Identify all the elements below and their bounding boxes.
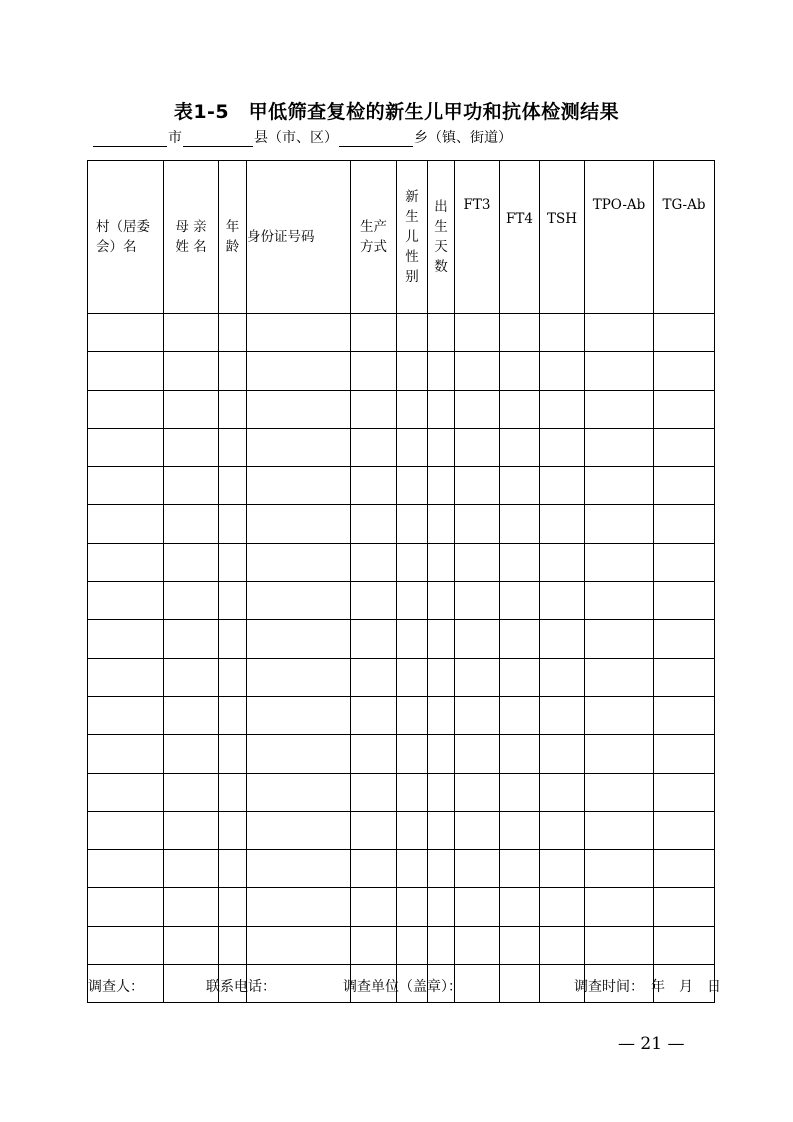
table-cell[interactable] bbox=[455, 620, 500, 658]
header-age: 年龄 bbox=[219, 161, 247, 314]
table-cell[interactable] bbox=[219, 390, 247, 428]
table-cell[interactable] bbox=[351, 390, 397, 428]
table-cell[interactable] bbox=[585, 696, 654, 734]
table-row bbox=[88, 926, 715, 964]
table-cell[interactable] bbox=[585, 773, 654, 811]
table-cell[interactable] bbox=[428, 773, 455, 811]
table-cell[interactable] bbox=[247, 582, 351, 620]
table-cell[interactable] bbox=[397, 620, 428, 658]
table-cell[interactable] bbox=[219, 735, 247, 773]
table-cell[interactable] bbox=[455, 773, 500, 811]
table-cell[interactable] bbox=[428, 850, 455, 888]
table-cell[interactable] bbox=[428, 352, 455, 390]
table-row bbox=[88, 735, 715, 773]
table-cell[interactable] bbox=[88, 314, 164, 352]
county-label: 县（市、区） bbox=[254, 130, 338, 146]
table-cell[interactable] bbox=[428, 811, 455, 849]
table-cell[interactable] bbox=[219, 582, 247, 620]
table-cell[interactable] bbox=[397, 390, 428, 428]
table-cell[interactable] bbox=[500, 658, 540, 696]
table-cell[interactable] bbox=[654, 850, 715, 888]
table-cell[interactable] bbox=[500, 505, 540, 543]
table-cell[interactable] bbox=[585, 620, 654, 658]
table-cell[interactable] bbox=[654, 620, 715, 658]
table-cell[interactable] bbox=[351, 850, 397, 888]
table-cell[interactable] bbox=[219, 314, 247, 352]
table-cell[interactable] bbox=[455, 850, 500, 888]
table-row bbox=[88, 888, 715, 926]
table-cell[interactable] bbox=[164, 926, 219, 964]
survey-time-label: 调查时间： 年 月 日 bbox=[574, 979, 721, 995]
table-cell[interactable] bbox=[540, 582, 585, 620]
table-cell[interactable] bbox=[247, 314, 351, 352]
survey-unit-label: 调查单位（盖章）： bbox=[343, 979, 462, 995]
table-row bbox=[88, 582, 715, 620]
table-header-row bbox=[88, 161, 715, 314]
table-cell[interactable] bbox=[247, 543, 351, 581]
table-cell[interactable] bbox=[219, 620, 247, 658]
table-cell[interactable] bbox=[654, 696, 715, 734]
table-cell[interactable] bbox=[219, 543, 247, 581]
table-row bbox=[88, 390, 715, 428]
table-cell[interactable] bbox=[455, 926, 500, 964]
table-cell[interactable] bbox=[219, 505, 247, 543]
table-cell[interactable] bbox=[500, 582, 540, 620]
table-row bbox=[88, 352, 715, 390]
table-cell[interactable] bbox=[164, 390, 219, 428]
table-cell[interactable] bbox=[455, 314, 500, 352]
header-tsh: TSH bbox=[540, 161, 585, 314]
table-cell[interactable] bbox=[397, 582, 428, 620]
table-cell[interactable] bbox=[88, 428, 164, 466]
table-cell[interactable] bbox=[164, 888, 219, 926]
table-cell[interactable] bbox=[654, 773, 715, 811]
table-row bbox=[88, 620, 715, 658]
table-cell[interactable] bbox=[88, 735, 164, 773]
table-cell[interactable] bbox=[585, 926, 654, 964]
table-cell[interactable] bbox=[219, 658, 247, 696]
table-cell[interactable] bbox=[88, 543, 164, 581]
table-cell[interactable] bbox=[428, 888, 455, 926]
table-cell[interactable] bbox=[219, 467, 247, 505]
table-cell[interactable] bbox=[500, 467, 540, 505]
table-cell[interactable] bbox=[397, 467, 428, 505]
table-cell[interactable] bbox=[247, 505, 351, 543]
table-cell[interactable] bbox=[500, 735, 540, 773]
table-cell[interactable] bbox=[219, 428, 247, 466]
table-cell[interactable] bbox=[540, 658, 585, 696]
table-cell[interactable] bbox=[654, 811, 715, 849]
page-number: — 21 — bbox=[618, 1034, 685, 1054]
investigator-label: 调查人： bbox=[88, 979, 144, 995]
table-cell[interactable] bbox=[540, 696, 585, 734]
table-cell[interactable] bbox=[428, 735, 455, 773]
table-cell[interactable] bbox=[164, 811, 219, 849]
table-cell[interactable] bbox=[219, 696, 247, 734]
table-cell[interactable] bbox=[455, 888, 500, 926]
table-cell[interactable] bbox=[397, 658, 428, 696]
table-cell[interactable] bbox=[164, 352, 219, 390]
table-cell[interactable] bbox=[351, 620, 397, 658]
table-cell[interactable] bbox=[654, 543, 715, 581]
table-cell[interactable] bbox=[351, 428, 397, 466]
table-cell[interactable] bbox=[654, 390, 715, 428]
table-cell[interactable] bbox=[219, 850, 247, 888]
table-cell[interactable] bbox=[164, 735, 219, 773]
table-cell[interactable] bbox=[247, 390, 351, 428]
table-cell[interactable] bbox=[540, 773, 585, 811]
table-cell[interactable] bbox=[500, 428, 540, 466]
table-cell[interactable] bbox=[654, 314, 715, 352]
table-cell[interactable] bbox=[654, 735, 715, 773]
table-cell[interactable] bbox=[455, 582, 500, 620]
table-cell[interactable] bbox=[88, 658, 164, 696]
table-cell[interactable] bbox=[654, 428, 715, 466]
city-label: 市 bbox=[168, 130, 182, 146]
table-cell[interactable] bbox=[654, 658, 715, 696]
table-row bbox=[88, 850, 715, 888]
table-cell[interactable] bbox=[351, 926, 397, 964]
table-cell[interactable] bbox=[500, 888, 540, 926]
table-cell[interactable] bbox=[351, 352, 397, 390]
table-cell[interactable] bbox=[455, 467, 500, 505]
table-cell[interactable] bbox=[247, 352, 351, 390]
table-cell[interactable] bbox=[540, 390, 585, 428]
phone-label: 联系电话： bbox=[206, 979, 276, 995]
table-cell[interactable] bbox=[351, 582, 397, 620]
table-cell[interactable] bbox=[500, 850, 540, 888]
table-row bbox=[88, 428, 715, 466]
table-cell[interactable] bbox=[585, 390, 654, 428]
header-days-since-birth: 出生天数 bbox=[428, 161, 455, 314]
table-cell[interactable] bbox=[219, 926, 247, 964]
table-cell[interactable] bbox=[88, 926, 164, 964]
header-id-number: 身份证号码 bbox=[247, 161, 351, 314]
township-blank[interactable] bbox=[339, 132, 413, 147]
table-cell[interactable] bbox=[247, 773, 351, 811]
header-tg-ab: TG-Ab bbox=[654, 161, 715, 314]
table-cell[interactable] bbox=[351, 505, 397, 543]
table-cell[interactable] bbox=[540, 811, 585, 849]
table-cell[interactable] bbox=[164, 773, 219, 811]
page-title: 表1-5 甲低筛查复检的新生儿甲功和抗体检测结果 bbox=[173, 101, 620, 123]
table-cell[interactable] bbox=[428, 696, 455, 734]
table-row bbox=[88, 467, 715, 505]
table-cell[interactable] bbox=[428, 620, 455, 658]
table-cell[interactable] bbox=[428, 314, 455, 352]
table-cell[interactable] bbox=[397, 850, 428, 888]
table-cell[interactable] bbox=[397, 735, 428, 773]
table-cell[interactable] bbox=[585, 658, 654, 696]
table-cell[interactable] bbox=[500, 926, 540, 964]
table-cell[interactable] bbox=[397, 888, 428, 926]
table-cell[interactable] bbox=[247, 467, 351, 505]
table-cell[interactable] bbox=[428, 390, 455, 428]
table-cell[interactable] bbox=[351, 314, 397, 352]
table-cell[interactable] bbox=[164, 428, 219, 466]
table-cell[interactable] bbox=[540, 888, 585, 926]
table-cell[interactable] bbox=[88, 888, 164, 926]
table-cell[interactable] bbox=[88, 850, 164, 888]
county-blank[interactable] bbox=[183, 132, 253, 147]
table-cell[interactable] bbox=[500, 390, 540, 428]
table-cell[interactable] bbox=[397, 696, 428, 734]
table-row bbox=[88, 658, 715, 696]
table-cell[interactable] bbox=[428, 543, 455, 581]
township-label: 乡（镇、街道） bbox=[414, 130, 512, 146]
table-cell[interactable] bbox=[397, 314, 428, 352]
table-cell[interactable] bbox=[455, 811, 500, 849]
table-cell[interactable] bbox=[654, 505, 715, 543]
city-blank[interactable] bbox=[93, 132, 167, 147]
table-cell[interactable] bbox=[540, 735, 585, 773]
table-cell[interactable] bbox=[428, 428, 455, 466]
table-cell[interactable] bbox=[164, 543, 219, 581]
survey-table bbox=[87, 160, 715, 1003]
table-cell[interactable] bbox=[88, 582, 164, 620]
table-cell[interactable] bbox=[397, 352, 428, 390]
table-cell[interactable] bbox=[247, 620, 351, 658]
table-cell[interactable] bbox=[351, 696, 397, 734]
table-cell[interactable] bbox=[219, 888, 247, 926]
table-cell[interactable] bbox=[654, 352, 715, 390]
table-cell[interactable] bbox=[654, 888, 715, 926]
table-cell[interactable] bbox=[351, 543, 397, 581]
table-row bbox=[88, 314, 715, 352]
table-cell[interactable] bbox=[585, 811, 654, 849]
table-cell[interactable] bbox=[247, 926, 351, 964]
header-mother-name: 母 亲 姓 名 bbox=[164, 161, 219, 314]
table-cell[interactable] bbox=[585, 582, 654, 620]
table-cell[interactable] bbox=[540, 428, 585, 466]
table-cell[interactable] bbox=[219, 773, 247, 811]
table-cell[interactable] bbox=[585, 314, 654, 352]
table-cell[interactable] bbox=[247, 696, 351, 734]
survey-table-body bbox=[88, 314, 715, 1003]
table-cell[interactable] bbox=[428, 467, 455, 505]
header-delivery-mode: 生产方式 bbox=[351, 161, 397, 314]
table-cell[interactable] bbox=[397, 543, 428, 581]
table-cell[interactable] bbox=[585, 467, 654, 505]
table-cell[interactable] bbox=[540, 314, 585, 352]
table-cell[interactable] bbox=[397, 428, 428, 466]
table-cell[interactable] bbox=[455, 352, 500, 390]
table-cell[interactable] bbox=[500, 811, 540, 849]
table-cell[interactable] bbox=[164, 696, 219, 734]
table-cell[interactable] bbox=[500, 543, 540, 581]
table-cell[interactable] bbox=[500, 620, 540, 658]
table-cell[interactable] bbox=[428, 582, 455, 620]
table-cell[interactable] bbox=[247, 888, 351, 926]
header-ft4: FT4 bbox=[500, 161, 540, 314]
table-cell[interactable] bbox=[540, 620, 585, 658]
table-cell[interactable] bbox=[585, 735, 654, 773]
table-cell[interactable] bbox=[455, 543, 500, 581]
table-cell[interactable] bbox=[585, 850, 654, 888]
header-ft3: FT3 bbox=[455, 161, 500, 314]
table-cell[interactable] bbox=[585, 505, 654, 543]
table-cell[interactable] bbox=[88, 696, 164, 734]
table-cell[interactable] bbox=[351, 658, 397, 696]
table-cell[interactable] bbox=[397, 505, 428, 543]
table-cell[interactable] bbox=[654, 467, 715, 505]
table-cell[interactable] bbox=[455, 390, 500, 428]
table-cell[interactable] bbox=[247, 811, 351, 849]
header-newborn-sex: 新生儿性别 bbox=[397, 161, 428, 314]
table-cell[interactable] bbox=[164, 505, 219, 543]
table-cell[interactable] bbox=[247, 850, 351, 888]
table-row bbox=[88, 773, 715, 811]
table-row bbox=[88, 811, 715, 849]
header-village: 村（居委会）名 bbox=[88, 161, 164, 314]
table-cell[interactable] bbox=[455, 735, 500, 773]
table-cell[interactable] bbox=[654, 582, 715, 620]
table-cell[interactable] bbox=[164, 582, 219, 620]
table-cell[interactable] bbox=[247, 735, 351, 773]
table-cell[interactable] bbox=[500, 965, 540, 1003]
table-cell[interactable] bbox=[219, 811, 247, 849]
table-cell[interactable] bbox=[585, 428, 654, 466]
table-cell[interactable] bbox=[455, 505, 500, 543]
table-row bbox=[88, 505, 715, 543]
table-row bbox=[88, 543, 715, 581]
table-cell[interactable] bbox=[397, 926, 428, 964]
table-cell[interactable] bbox=[428, 505, 455, 543]
table-cell[interactable] bbox=[164, 658, 219, 696]
area-fill-line bbox=[92, 127, 512, 147]
table-cell[interactable] bbox=[428, 658, 455, 696]
table-cell[interactable] bbox=[88, 390, 164, 428]
table-cell[interactable] bbox=[88, 773, 164, 811]
table-cell[interactable] bbox=[88, 467, 164, 505]
table-cell[interactable] bbox=[500, 352, 540, 390]
table-cell[interactable] bbox=[540, 467, 585, 505]
table-cell[interactable] bbox=[585, 352, 654, 390]
table-cell[interactable] bbox=[540, 505, 585, 543]
table-cell[interactable] bbox=[540, 850, 585, 888]
header-tpo-ab: TPO-Ab bbox=[585, 161, 654, 314]
table-cell[interactable] bbox=[88, 620, 164, 658]
table-cell[interactable] bbox=[585, 888, 654, 926]
table-cell[interactable] bbox=[247, 428, 351, 466]
table-cell[interactable] bbox=[455, 658, 500, 696]
table-cell[interactable] bbox=[500, 314, 540, 352]
table-cell[interactable] bbox=[540, 926, 585, 964]
table-cell[interactable] bbox=[397, 773, 428, 811]
table-row bbox=[88, 696, 715, 734]
table-cell[interactable] bbox=[164, 467, 219, 505]
table-cell[interactable] bbox=[164, 314, 219, 352]
table-cell[interactable] bbox=[351, 735, 397, 773]
table-cell[interactable] bbox=[88, 352, 164, 390]
table-cell[interactable] bbox=[500, 773, 540, 811]
table-cell[interactable] bbox=[351, 467, 397, 505]
table-cell[interactable] bbox=[455, 428, 500, 466]
table-cell[interactable] bbox=[351, 773, 397, 811]
table-cell[interactable] bbox=[428, 926, 455, 964]
table-cell[interactable] bbox=[540, 352, 585, 390]
table-cell[interactable] bbox=[585, 543, 654, 581]
table-cell[interactable] bbox=[88, 505, 164, 543]
table-cell[interactable] bbox=[164, 620, 219, 658]
table-cell[interactable] bbox=[219, 352, 247, 390]
table-cell[interactable] bbox=[164, 850, 219, 888]
table-cell[interactable] bbox=[351, 811, 397, 849]
table-cell[interactable] bbox=[351, 888, 397, 926]
table-cell[interactable] bbox=[247, 658, 351, 696]
table-cell[interactable] bbox=[88, 811, 164, 849]
table-cell[interactable] bbox=[654, 926, 715, 964]
table-cell[interactable] bbox=[455, 696, 500, 734]
table-cell[interactable] bbox=[540, 543, 585, 581]
table-cell[interactable] bbox=[500, 696, 540, 734]
table-cell[interactable] bbox=[397, 811, 428, 849]
